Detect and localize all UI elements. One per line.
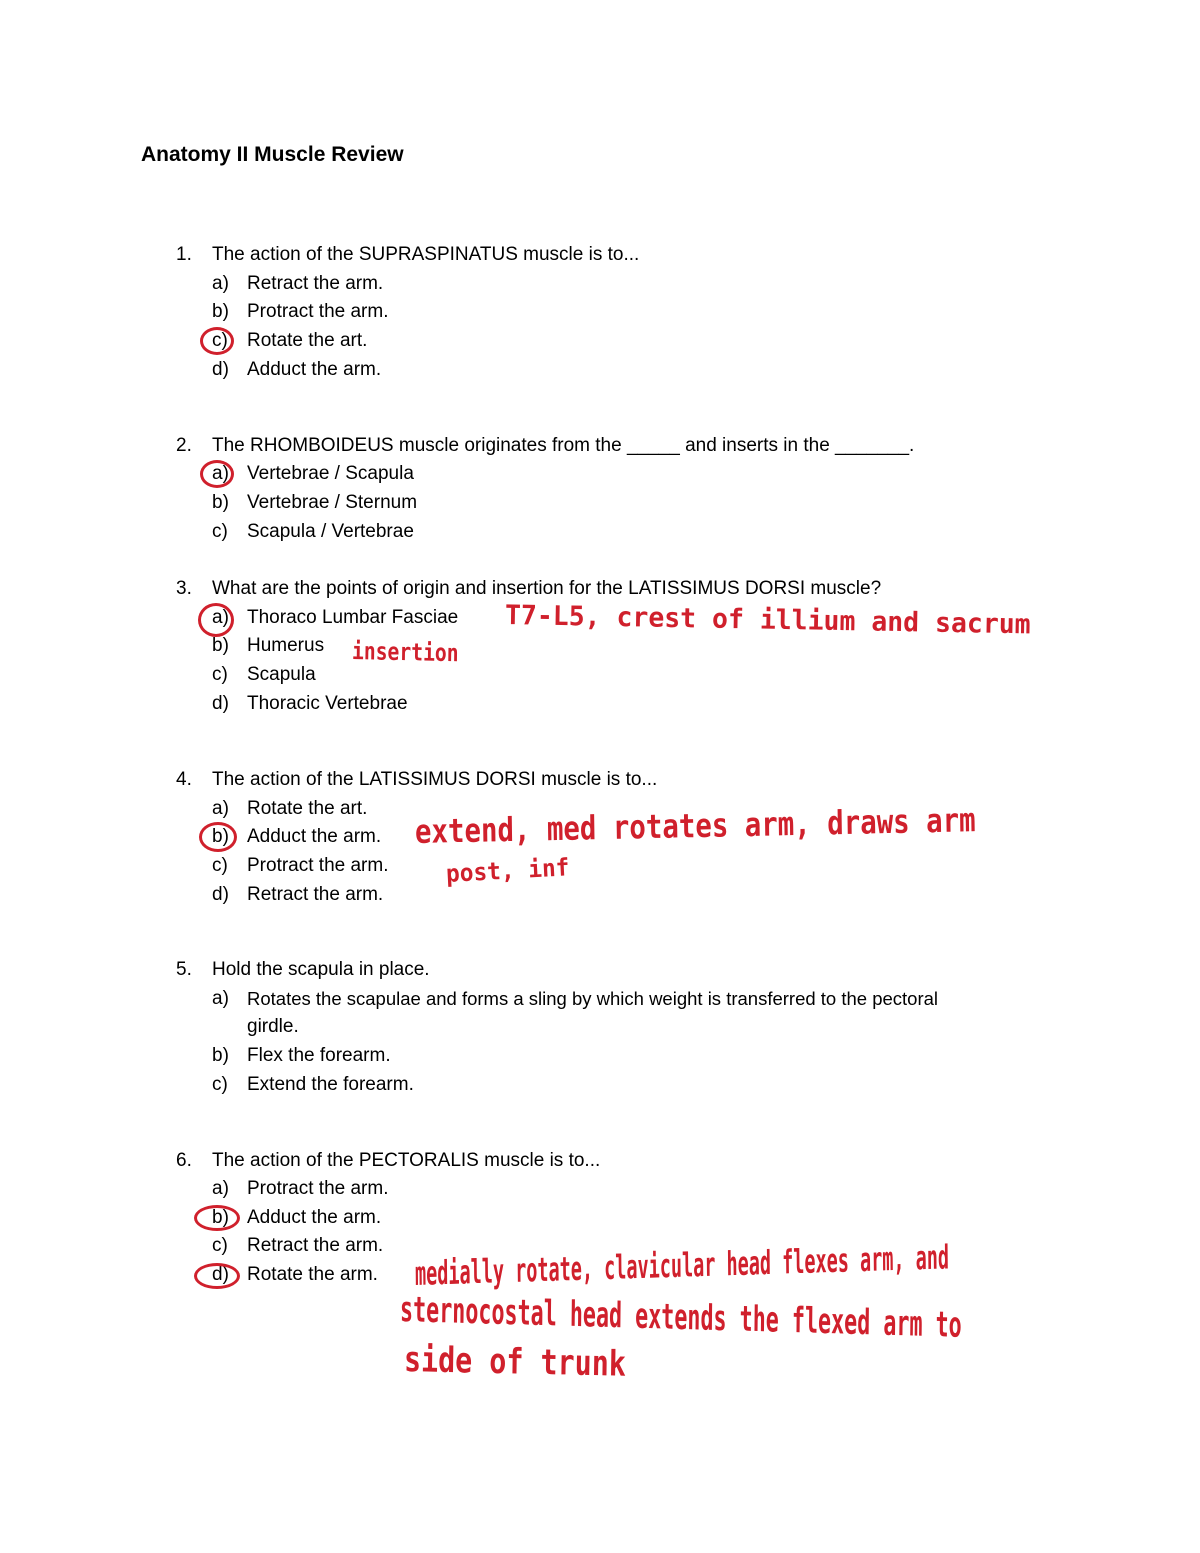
option-text: Protract the arm. [247,855,389,876]
option-letter: c) [212,521,228,542]
option-letter: b) [212,1207,229,1228]
option-text: Flex the forearm. [247,1045,391,1066]
option-text: Retract the arm. [247,1235,384,1256]
page-title: Anatomy II Muscle Review [141,143,404,166]
option-letter: a) [212,1178,229,1199]
option-letter: d) [212,1264,229,1285]
handwritten-note: sternocostal head extends the flexed arm to [399,1290,962,1346]
question-number: 4. [176,769,192,790]
answer-circle-mark [198,603,234,637]
option-text: Extend the forearm. [247,1074,414,1095]
option-text: Rotates the scapulae and forms a sling by which weight is transferred to the pectoral [247,988,939,1009]
option-text: Thoracic Vertebrae [247,693,408,714]
option-text: Adduct the arm. [247,1207,382,1228]
question-text: The action of the PECTORALIS muscle is to... [212,1150,601,1171]
handwritten-note: extend, med rotates arm, draws arm [414,800,976,851]
option-text: Adduct the arm. [247,359,382,380]
option-letter: b) [212,826,229,847]
question-number: 5. [176,959,192,980]
option-text: Adduct the arm. [247,826,382,847]
option-text: Protract the arm. [247,301,389,322]
option-letter: d) [212,359,229,380]
option-letter: a) [212,988,229,1009]
handwritten-note: post, inf [445,853,571,888]
question-text: The action of the LATISSIMUS DORSI muscle is to... [212,769,658,790]
handwritten-note: medially rotate, clavicular head flexes arm, and [414,1237,950,1293]
question-number: 1. [176,244,192,265]
option-letter: a) [212,607,229,628]
option-text: Scapula / Vertebrae [247,521,414,542]
question-number: 3. [176,578,192,599]
question-text: Hold the scapula in place. [212,959,430,980]
answer-circle-mark [200,460,234,488]
option-text: Rotate the art. [247,330,368,351]
question-number: 2. [176,435,192,456]
option-letter: a) [212,273,229,294]
option-text: girdle. [247,1016,299,1037]
option-letter: b) [212,301,229,322]
option-letter: c) [212,1235,228,1256]
option-text: Retract the arm. [247,273,384,294]
option-text: Rotate the arm. [247,1264,378,1285]
answer-circle-mark [194,1263,240,1289]
option-text: Thoraco Lumbar Fasciae [247,607,459,628]
option-letter: a) [212,463,229,484]
option-letter: a) [212,798,229,819]
option-letter: c) [212,855,228,876]
option-text: Vertebrae / Sternum [247,492,418,513]
question-text: The RHOMBOIDEUS muscle originates from the _____ and inserts in the _______. [212,435,915,456]
handwritten-note: side of trunk [403,1340,627,1385]
option-text: Vertebrae / Scapula [247,463,414,484]
answer-circle-mark [194,1205,240,1231]
option-text: Retract the arm. [247,884,384,905]
option-text: Humerus [247,635,325,656]
option-text: Rotate the art. [247,798,368,819]
option-letter: d) [212,884,229,905]
question-number: 6. [176,1150,192,1171]
question-text: What are the points of origin and insertion for the LATISSIMUS DORSI muscle? [212,578,882,599]
option-text: Scapula [247,664,316,685]
option-letter: c) [212,1074,228,1095]
option-letter: b) [212,1045,229,1066]
handwritten-note: T7-L5, crest of illium and sacrum [504,600,1031,641]
option-letter: c) [212,664,228,685]
option-letter: c) [212,330,228,351]
handwritten-note: insertion [351,637,459,668]
option-letter: b) [212,635,229,656]
answer-circle-mark [199,822,237,852]
question-text: The action of the SUPRASPINATUS muscle is to... [212,244,640,265]
option-letter: d) [212,693,229,714]
answer-circle-mark [200,327,234,355]
option-text: Protract the arm. [247,1178,389,1199]
option-letter: b) [212,492,229,513]
